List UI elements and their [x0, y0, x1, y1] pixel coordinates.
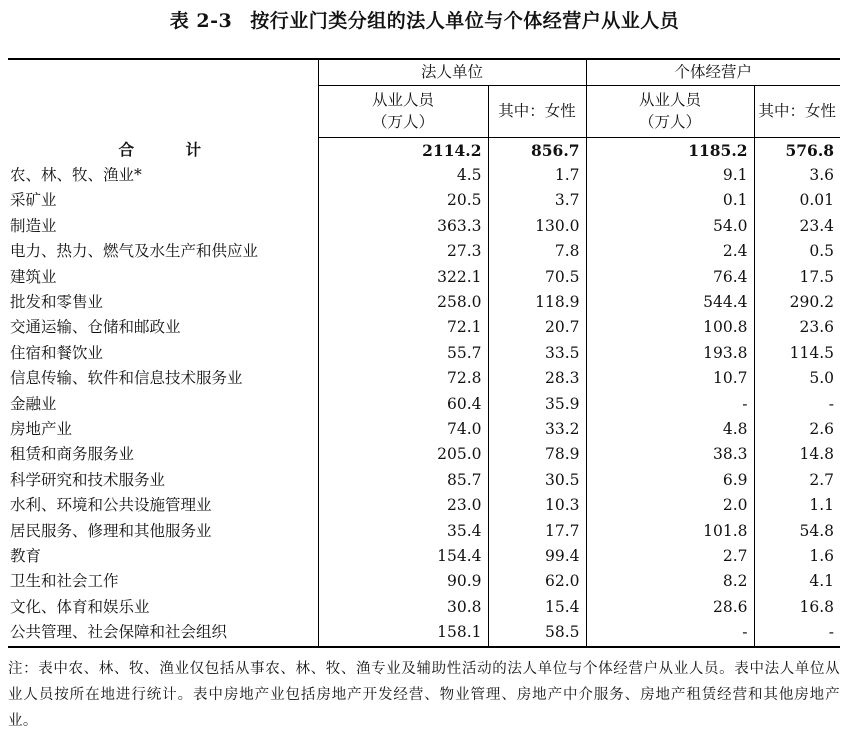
- individual-female-value: 0.5: [754, 239, 840, 264]
- legal-employees-value: 74.0: [318, 417, 488, 442]
- individual-employees-header: [586, 85, 754, 137]
- table-row: [8, 290, 840, 315]
- legal-employees-value: 85.7: [318, 468, 488, 493]
- legal-employees-value: 205.0: [318, 442, 488, 467]
- individual-employees-value: 2.0: [586, 493, 754, 518]
- individual-employees-value: -: [586, 620, 754, 646]
- legal-female-value: 20.7: [488, 315, 586, 340]
- legal-employees-value: 90.9: [318, 569, 488, 594]
- legal-female-value: 856.7: [488, 137, 586, 163]
- row-label: 批发和零售业: [10, 292, 104, 311]
- individual-employees-value: 54.0: [586, 214, 754, 239]
- row-label: 合 计: [118, 140, 219, 160]
- individual-female-value: 1.6: [754, 544, 840, 569]
- individual-female-value: 23.6: [754, 315, 840, 340]
- row-label: 农、林、牧、渔业*: [10, 165, 142, 184]
- legal-female-value: 17.7: [488, 519, 586, 544]
- individual-female-value: 576.8: [754, 137, 840, 163]
- individual-female-value: 2.6: [754, 417, 840, 442]
- individual-employees-value: 544.4: [586, 290, 754, 315]
- table-title: [0, 6, 849, 33]
- table-row: [8, 493, 840, 518]
- legal-employees-value: 27.3: [318, 239, 488, 264]
- row-label: 金融业: [10, 394, 57, 413]
- legal-employees-value: 258.0: [318, 290, 488, 315]
- individual-employees-value: 1185.2: [586, 137, 754, 163]
- row-label: 信息传输、软件和信息技术服务业: [10, 369, 243, 388]
- table-row: [8, 544, 840, 569]
- row-label: 电力、热力、燃气及水生产和供应业: [10, 242, 259, 261]
- row-label: 房地产业: [10, 419, 73, 438]
- individual-employees-value: 9.1: [586, 163, 754, 188]
- table-row: [8, 392, 840, 417]
- individual-female-value: 0.01: [754, 188, 840, 213]
- individual-employees-value: 193.8: [586, 341, 754, 366]
- individual-female-value: 114.5: [754, 341, 840, 366]
- legal-female-value: 10.3: [488, 493, 586, 518]
- row-label: 建筑业: [10, 267, 57, 286]
- legal-female-value: 99.4: [488, 544, 586, 569]
- individual-female-value: 5.0: [754, 366, 840, 391]
- row-label: 居民服务、修理和其他服务业: [10, 521, 212, 540]
- legal-employees-value: 72.8: [318, 366, 488, 391]
- individual-female-value: 4.1: [754, 569, 840, 594]
- legal-female-value: 3.7: [488, 188, 586, 213]
- individual-female-value: -: [754, 620, 840, 646]
- table-row: [8, 417, 840, 442]
- legal-female-value: 58.5: [488, 620, 586, 646]
- individual-female-value: 2.7: [754, 468, 840, 493]
- row-label: 交通运输、仓储和邮政业: [10, 318, 181, 337]
- legal-female-value: 33.2: [488, 417, 586, 442]
- legal-employees-value: 4.5: [318, 163, 488, 188]
- individual-employees-value: 100.8: [586, 315, 754, 340]
- table-title-text: 按行业门类分组的法人单位与个体经营户从业人员: [250, 10, 680, 32]
- individual-employees-value: 6.9: [586, 468, 754, 493]
- legal-employees-value: 2114.2: [318, 137, 488, 163]
- individual-female-value: 17.5: [754, 265, 840, 290]
- row-label: 租赁和商务服务业: [10, 445, 135, 464]
- table-row: [8, 239, 840, 264]
- individual-employees-value: 101.8: [586, 519, 754, 544]
- employment-table: [8, 58, 840, 648]
- row-label: 科学研究和技术服务业: [10, 470, 166, 489]
- legal-employees-value: 322.1: [318, 265, 488, 290]
- legal-female-value: 15.4: [488, 595, 586, 620]
- table-row-total: [8, 137, 840, 163]
- legal-employees-unit: （万人）: [371, 113, 434, 131]
- individual-employees-value: 0.1: [586, 188, 754, 213]
- row-label: 水利、环境和公共设施管理业: [10, 496, 212, 515]
- legal-employees-value: 158.1: [318, 620, 488, 646]
- table-row: [8, 569, 840, 594]
- table-row: [8, 214, 840, 239]
- individual-employees-unit: （万人）: [639, 113, 702, 131]
- individual-female-value: 14.8: [754, 442, 840, 467]
- legal-employees-value: 55.7: [318, 341, 488, 366]
- table-row: [8, 442, 840, 467]
- legal-female-value: 1.7: [488, 163, 586, 188]
- individual-employees-value: -: [586, 392, 754, 417]
- individual-female-value: 290.2: [754, 290, 840, 315]
- legal-female-header: 其中：女性: [488, 85, 586, 137]
- row-label: 公共管理、社会保障和社会组织: [8, 620, 318, 646]
- individual-female-header: 其中：女性: [754, 85, 840, 137]
- individual-female-value: 16.8: [754, 595, 840, 620]
- legal-female-value: 78.9: [488, 442, 586, 467]
- legal-female-value: 130.0: [488, 214, 586, 239]
- individual-employees-label: 从业人员: [639, 91, 702, 109]
- table-number: 表 2-3: [169, 10, 233, 32]
- legal-female-value: 35.9: [488, 392, 586, 417]
- legal-employees-value: 35.4: [318, 519, 488, 544]
- individual-female-value: 3.6: [754, 163, 840, 188]
- individual-employees-value: 10.7: [586, 366, 754, 391]
- row-label: 教育: [10, 547, 42, 565]
- row-label: 采矿业: [10, 191, 57, 210]
- individual-female-value: 23.4: [754, 214, 840, 239]
- table-row: [8, 163, 840, 188]
- individual-business-group-header: 个体经营户: [586, 59, 840, 85]
- individual-employees-value: 38.3: [586, 442, 754, 467]
- table-row: [8, 341, 840, 366]
- legal-employees-header: [318, 85, 488, 137]
- individual-employees-value: 76.4: [586, 265, 754, 290]
- individual-female-value: 1.1: [754, 493, 840, 518]
- table-row: [8, 595, 840, 620]
- legal-employees-label: 从业人员: [371, 91, 434, 109]
- industry-header-cell: [8, 59, 318, 137]
- individual-female-value: -: [754, 392, 840, 417]
- individual-employees-value: 2.7: [586, 544, 754, 569]
- legal-female-value: 7.8: [488, 239, 586, 264]
- individual-employees-value: 2.4: [586, 239, 754, 264]
- row-label: 住宿和餐饮业: [10, 343, 104, 362]
- legal-employees-value: 154.4: [318, 544, 488, 569]
- table-row: [8, 468, 840, 493]
- table-row: [8, 519, 840, 544]
- legal-female-value: 33.5: [488, 341, 586, 366]
- table-row: [8, 265, 840, 290]
- legal-female-value: 70.5: [488, 265, 586, 290]
- row-label: 卫生和社会工作: [10, 572, 119, 591]
- individual-employees-value: 4.8: [586, 417, 754, 442]
- legal-employees-value: 30.8: [318, 595, 488, 620]
- individual-female-value: 54.8: [754, 519, 840, 544]
- legal-female-value: 62.0: [488, 569, 586, 594]
- row-label: 制造业: [10, 216, 57, 235]
- legal-female-value: 118.9: [488, 290, 586, 315]
- row-label: 文化、体育和娱乐业: [10, 597, 150, 616]
- legal-unit-group-header: 法人单位: [318, 59, 586, 85]
- legal-female-value: 28.3: [488, 366, 586, 391]
- table-row: [8, 366, 840, 391]
- legal-employees-value: 72.1: [318, 315, 488, 340]
- table-row: [8, 188, 840, 213]
- table-row: [8, 620, 840, 646]
- individual-employees-value: 28.6: [586, 595, 754, 620]
- legal-employees-value: 363.3: [318, 214, 488, 239]
- legal-employees-value: 60.4: [318, 392, 488, 417]
- legal-employees-value: 23.0: [318, 493, 488, 518]
- table-row: [8, 315, 840, 340]
- legal-employees-value: 20.5: [318, 188, 488, 213]
- legal-female-value: 30.5: [488, 468, 586, 493]
- individual-employees-value: 8.2: [586, 569, 754, 594]
- table-footnote: 注：表中农、林、牧、渔业仅包括从事农、林、牧、渔专业及辅助性活动的法人单位与个体经营户从业人员。表中法人单位从业人员按所在地进行统计。表中房地产业包括房地产开发经营、物业管理、房地产中介服务、房地产租赁经营和其他房地产业。: [8, 661, 840, 729]
